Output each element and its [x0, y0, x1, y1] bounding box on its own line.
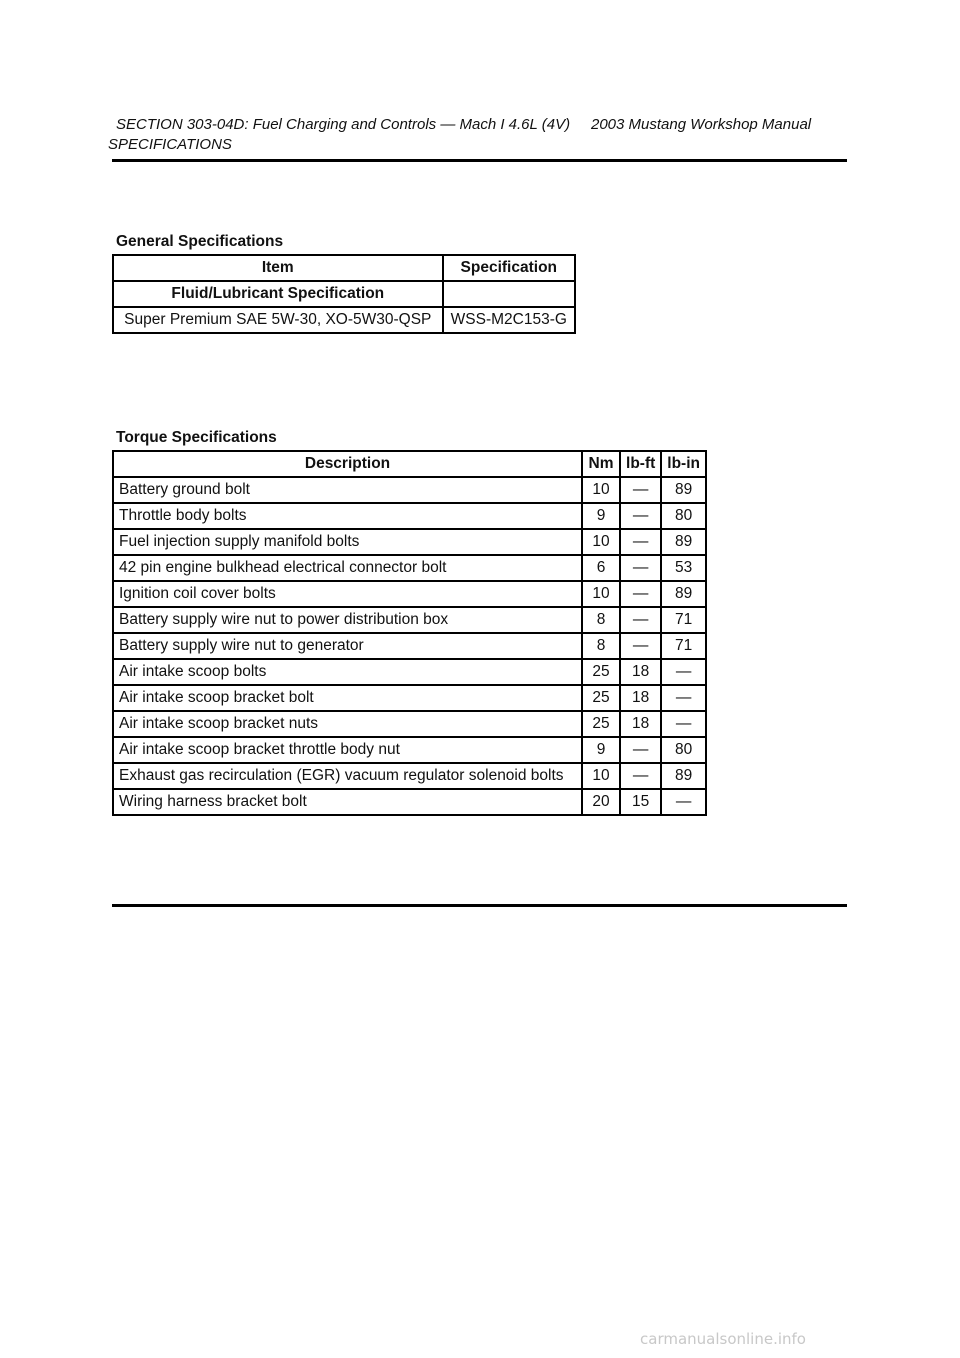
- table-header-row: [113, 255, 575, 281]
- table-row: [113, 763, 706, 789]
- table-row: [113, 633, 706, 659]
- lb-ft-cell: 18: [620, 659, 661, 685]
- nm-cell: 25: [582, 711, 620, 737]
- description-cell: Air intake scoop bolts: [113, 659, 582, 685]
- lb-in-cell: —: [661, 685, 706, 711]
- nm-cell: 10: [582, 529, 620, 555]
- lb-ft-cell: 18: [620, 711, 661, 737]
- table-header-row: [113, 451, 706, 477]
- lb-in-cell: 53: [661, 555, 706, 581]
- lb-ft-cell: —: [620, 737, 661, 763]
- column-header-item: Item: [113, 255, 443, 281]
- nm-cell: 6: [582, 555, 620, 581]
- description-cell: Air intake scoop bracket bolt: [113, 685, 582, 711]
- lb-ft-cell: —: [620, 633, 661, 659]
- lb-ft-cell: —: [620, 477, 661, 503]
- manual-title: 2003 Mustang Workshop Manual: [591, 116, 812, 133]
- table-row: [113, 685, 706, 711]
- category-label: Fluid/Lubricant Specification: [113, 281, 443, 307]
- nm-cell: 9: [582, 737, 620, 763]
- column-header-specification: Specification: [443, 255, 575, 281]
- category-row: [113, 281, 575, 307]
- description-cell: Battery supply wire nut to generator: [113, 633, 582, 659]
- lb-ft-cell: —: [620, 581, 661, 607]
- nm-cell: 9: [582, 503, 620, 529]
- table-row: [113, 503, 706, 529]
- lb-in-cell: —: [661, 711, 706, 737]
- lb-ft-cell: 18: [620, 685, 661, 711]
- item-cell: Super Premium SAE 5W-30, XO-5W30-QSP: [113, 307, 443, 333]
- nm-cell: 10: [582, 477, 620, 503]
- lb-in-cell: 89: [661, 477, 706, 503]
- header-rule: [112, 159, 847, 162]
- description-cell: Throttle body bolts: [113, 503, 582, 529]
- category-empty-cell: [443, 281, 575, 307]
- footer-rule: [112, 904, 847, 907]
- lb-in-cell: 71: [661, 607, 706, 633]
- lb-ft-cell: —: [620, 503, 661, 529]
- nm-cell: 10: [582, 581, 620, 607]
- lb-in-cell: 71: [661, 633, 706, 659]
- table-row: [113, 607, 706, 633]
- column-header-lb-in: lb-in: [661, 451, 706, 477]
- table-row: [113, 529, 706, 555]
- nm-cell: 25: [582, 659, 620, 685]
- subsection-title: SPECIFICATIONS: [108, 136, 232, 153]
- section-title: SECTION 303-04D: Fuel Charging and Controls — Mach I 4.6L (4V): [116, 116, 571, 133]
- lb-ft-cell: —: [620, 763, 661, 789]
- torque-specs-table: [112, 450, 707, 816]
- table-row: [113, 659, 706, 685]
- torque-specs-caption: Torque Specifications: [116, 429, 277, 446]
- description-cell: Air intake scoop bracket throttle body nut: [113, 737, 582, 763]
- column-header-nm: Nm: [582, 451, 620, 477]
- specification-cell: WSS-M2C153-G: [443, 307, 575, 333]
- description-cell: Wiring harness bracket bolt: [113, 789, 582, 815]
- lb-in-cell: 80: [661, 503, 706, 529]
- description-cell: Air intake scoop bracket nuts: [113, 711, 582, 737]
- table-row: [113, 477, 706, 503]
- nm-cell: 8: [582, 633, 620, 659]
- lb-ft-cell: —: [620, 607, 661, 633]
- description-cell: Ignition coil cover bolts: [113, 581, 582, 607]
- description-cell: Battery supply wire nut to power distribution box: [113, 607, 582, 633]
- description-cell: Fuel injection supply manifold bolts: [113, 529, 582, 555]
- table-row: [113, 711, 706, 737]
- table-row: [113, 581, 706, 607]
- lb-in-cell: 89: [661, 763, 706, 789]
- lb-in-cell: —: [661, 659, 706, 685]
- nm-cell: 8: [582, 607, 620, 633]
- nm-cell: 10: [582, 763, 620, 789]
- table-row: [113, 789, 706, 815]
- lb-in-cell: 80: [661, 737, 706, 763]
- lb-in-cell: —: [661, 789, 706, 815]
- nm-cell: 20: [582, 789, 620, 815]
- description-cell: Battery ground bolt: [113, 477, 582, 503]
- watermark: carmanualsonline.info: [640, 1330, 806, 1348]
- table-row: [113, 555, 706, 581]
- table-row: [113, 737, 706, 763]
- general-specs-caption: General Specifications: [116, 233, 284, 250]
- nm-cell: 25: [582, 685, 620, 711]
- lb-in-cell: 89: [661, 581, 706, 607]
- table-row: [113, 307, 575, 333]
- column-header-lb-ft: lb-ft: [620, 451, 661, 477]
- lb-ft-cell: —: [620, 529, 661, 555]
- lb-ft-cell: 15: [620, 789, 661, 815]
- description-cell: Exhaust gas recirculation (EGR) vacuum regulator solenoid bolts: [113, 763, 582, 789]
- description-cell: 42 pin engine bulkhead electrical connector bolt: [113, 555, 582, 581]
- lb-ft-cell: —: [620, 555, 661, 581]
- column-header-description: Description: [113, 451, 582, 477]
- general-specs-table: [112, 254, 576, 334]
- lb-in-cell: 89: [661, 529, 706, 555]
